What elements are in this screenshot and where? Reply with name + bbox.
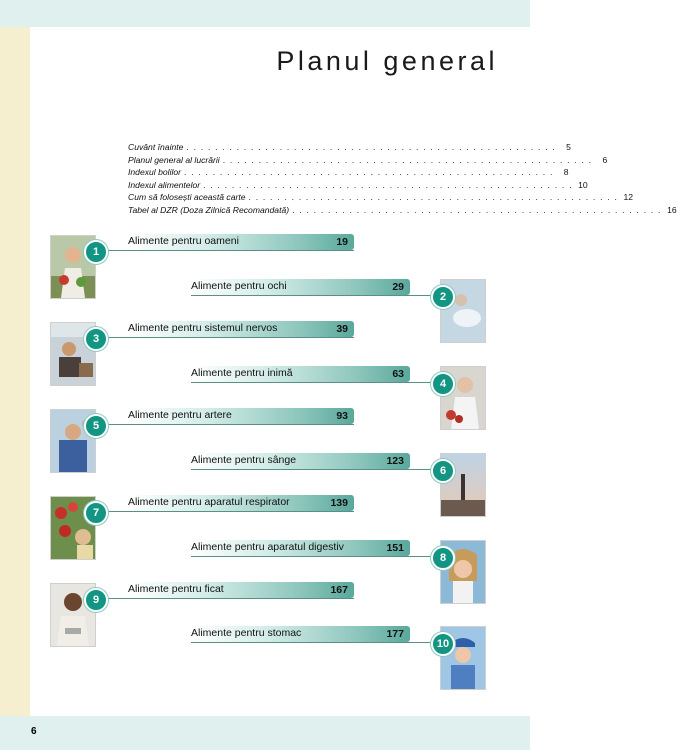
chapter-underline [108, 424, 354, 425]
chapter-title-bar[interactable] [128, 495, 354, 511]
chapter-title-bar[interactable] [128, 582, 354, 598]
toc-label: Indexul alimentelor [128, 179, 201, 190]
chapter-title-bar[interactable] [191, 626, 410, 642]
page-title: Planul general [276, 46, 498, 76]
chapter-underline [108, 337, 354, 338]
chapter-title-bar[interactable] [128, 234, 354, 250]
chapter-number-badge: 6 [431, 459, 455, 483]
left-margin-strip [0, 27, 30, 716]
chapter-page: 123 [386, 455, 404, 467]
chapter-underline [108, 511, 354, 512]
chapter-title-bar[interactable] [128, 408, 354, 424]
chapter-title: Alimente pentru artere [128, 409, 232, 421]
toc-label: Indexul bolilor [128, 167, 182, 178]
chapter-underline [191, 295, 431, 296]
chapter-page: 93 [336, 410, 348, 422]
chapter-page: 177 [386, 628, 404, 640]
chapter-number-badge: 1 [84, 240, 108, 264]
chapter-title-bar[interactable] [191, 540, 410, 556]
toc-list [128, 142, 677, 218]
chapter-number-badge: 2 [431, 285, 455, 309]
chapter-page: 29 [392, 281, 404, 293]
toc-row[interactable] [128, 204, 677, 218]
chapter-title: Alimente pentru aparatul respirator [128, 496, 290, 508]
toc-row[interactable] [128, 142, 571, 155]
chapter-title: Alimente pentru oameni [128, 235, 239, 247]
toc-label: Cuvânt înainte [128, 142, 184, 152]
chapter-title: Alimente pentru sistemul nervos [128, 322, 278, 334]
chapter-underline [108, 598, 354, 599]
toc-page: 16 [667, 204, 677, 215]
chapter-title: Alimente pentru aparatul digestiv [191, 541, 344, 553]
chapter-number-badge: 8 [431, 546, 455, 570]
chapter-title: Alimente pentru sânge [191, 454, 297, 466]
toc-row[interactable] [128, 192, 634, 205]
chapter-title-bar[interactable] [191, 453, 410, 469]
chapter-page: 139 [330, 497, 348, 509]
chapter-page: 167 [330, 584, 348, 596]
chapter-page: 39 [336, 323, 348, 335]
chapter-title: Alimente pentru stomac [191, 627, 302, 639]
chapter-title-bar[interactable] [191, 366, 410, 382]
bottom-band [0, 716, 530, 750]
toc-page: 6 [602, 154, 608, 165]
toc-row[interactable] [128, 154, 608, 168]
toc-label: Tabel al DZR (Doza Zilnică Recomandată) [128, 204, 290, 215]
chapter-number-badge: 3 [84, 327, 108, 351]
toc-leader: . . . . . . . . . . . . . . . . . . . . . . . . . . . . . . . . . . . . . . . . . . . . . . . . . . . . [184, 167, 554, 178]
chapter-number-badge: 7 [84, 501, 108, 525]
chapter-title: Alimente pentru ochi [191, 280, 287, 292]
chapter-underline [191, 556, 431, 557]
toc-leader: . . . . . . . . . . . . . . . . . . . . . . . . . . . . . . . . . . . . . . . . . . . . . . . . . . . . [222, 154, 593, 165]
toc-label: Planul general al lucrării [128, 154, 220, 165]
toc-row[interactable] [128, 179, 588, 193]
page-number: 6 [31, 726, 37, 737]
toc-leader: . . . . . . . . . . . . . . . . . . . . . . . . . . . . . . . . . . . . . . . . . . . . . . . . . . . . [186, 142, 556, 152]
chapter-number-badge: 9 [84, 588, 108, 612]
toc-page: 5 [566, 142, 571, 152]
chapter-title: Alimente pentru ficat [128, 583, 224, 595]
chapter-title-bar[interactable] [191, 279, 410, 295]
chapter-underline [191, 469, 431, 470]
toc-leader: . . . . . . . . . . . . . . . . . . . . . . . . . . . . . . . . . . . . . . . . . . . . . . . . . . . . [292, 204, 662, 215]
toc-row[interactable] [128, 167, 569, 180]
chapter-title: Alimente pentru inimă [191, 367, 293, 379]
chapter-number-badge: 5 [84, 414, 108, 438]
toc-leader: . . . . . . . . . . . . . . . . . . . . . . . . . . . . . . . . . . . . . . . . . . . . . . . . . . . . [248, 192, 619, 203]
chapter-number-badge: 10 [431, 632, 455, 656]
toc-page: 12 [623, 192, 634, 203]
toc-page: 8 [563, 167, 569, 178]
chapter-underline [191, 382, 431, 383]
chapter-underline [108, 250, 354, 251]
toc-label: Cum să folosești această carte [128, 192, 246, 203]
chapter-title-bar[interactable] [128, 321, 354, 337]
toc-leader: . . . . . . . . . . . . . . . . . . . . . . . . . . . . . . . . . . . . . . . . . . . . . . . . . . . . [203, 179, 573, 190]
chapter-number-badge: 4 [431, 372, 455, 396]
top-band [0, 0, 530, 27]
chapter-underline [191, 642, 431, 643]
toc-page: 10 [578, 179, 588, 190]
chapter-page: 63 [392, 368, 404, 380]
chapter-page: 151 [386, 542, 404, 554]
chapter-page: 19 [336, 236, 348, 248]
